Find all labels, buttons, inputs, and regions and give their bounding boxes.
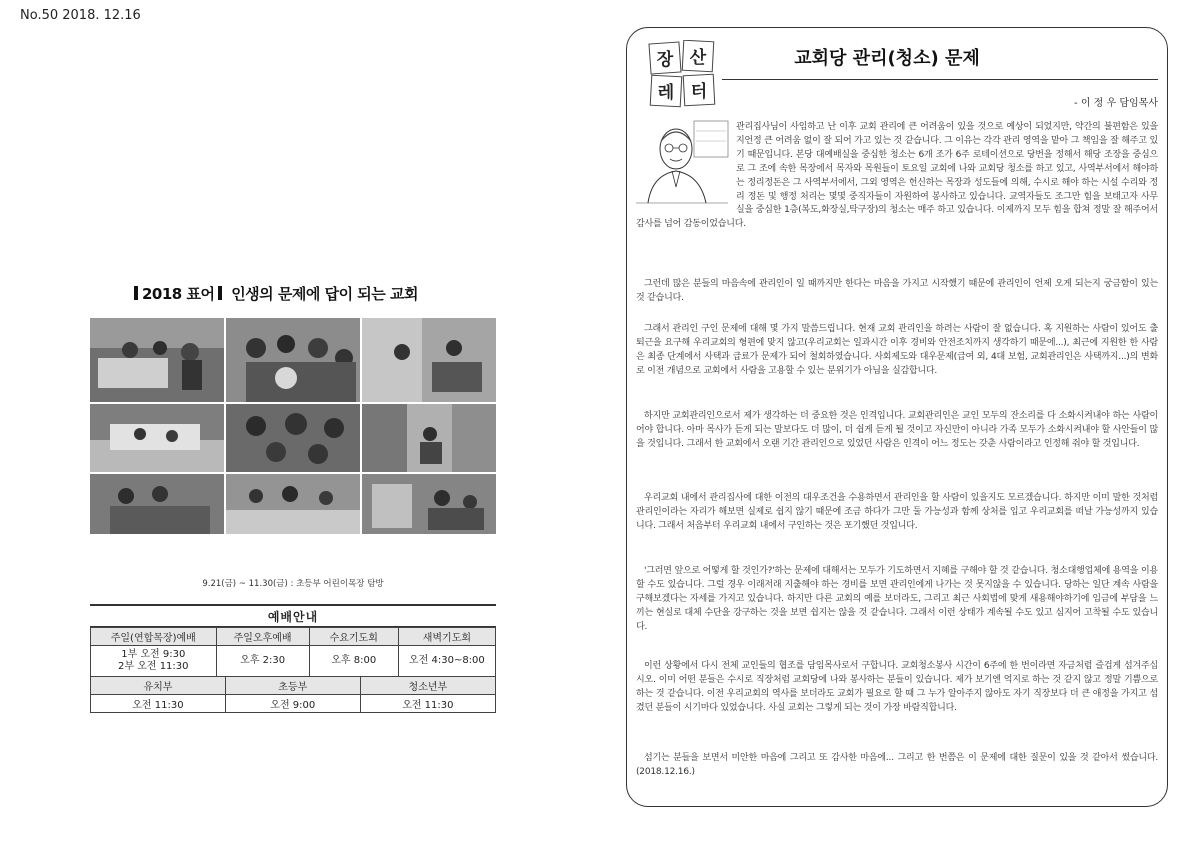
- portrait-spacer: [636, 121, 736, 211]
- kindergarten-time: 오전 11:30: [91, 695, 226, 713]
- photo-5: [226, 404, 360, 472]
- header-sunday-service: 주일(연합목장)예배: [91, 628, 217, 646]
- motto-text: 인생의 문제에 답이 되는 교회: [231, 285, 418, 303]
- service-1-time: 1부 오전 9:30: [121, 649, 186, 660]
- letter-paragraph-5: 우리교회 내에서 관리집사에 대한 이전의 대우조건을 수용하면서 관리인을 할 사람이 있을지도 모르겠습니다. 하지만 이미 말한 것처럼 관리인이라는 자리가 해보면 실제로 쉽지 않기 때문에 조금 하다가 그만 둘 가능성과 함께 상처를 입고 우리교회를 떠날 가능성까지 있습니다. 그래서 처음부터 우리교회 내에서 구인하는 것은 포기했던 것입니다.: [636, 493, 1158, 531]
- sunday-service-times: [91, 646, 217, 677]
- dawn-time: 오전 4:30~8:00: [398, 646, 495, 677]
- header-kindergarten: 유치부: [91, 677, 226, 695]
- motto-bar-left: [134, 286, 138, 300]
- letter-paragraph-6: '그러면 앞으로 어떻게 할 것인가?'하는 문제에 대해서는 모두가 기도하면서 지혜를 구해야 할 것 같습니다. 청소대행업체에 용역을 이용할 수도 있습니다. 그럴 경우 이래저래 지출해야 하는 경비를 보면 관리인에게 나가는 것 못지않을 수 있습니다. 당하는 일단 계속 사람을 구해보겠다는 자세를 가지고 있습니다. 하지만 다른 교회의 예를 보더라도, 그리고 최근 사회법에 맞게 새용해야하기에 임금에 부담을 느끼는 현실로 대체 수단을 강구하는 것을 보면 쉽지는 않을 것 같습니다. 그래서 이런 상태가 계속될 수도 있고 심지어 고착될 수도 있습니다.: [636, 566, 1158, 632]
- photo-8: [226, 474, 360, 534]
- wednesday-time: 오후 8:00: [309, 646, 398, 677]
- year-motto: [130, 283, 490, 304]
- letter-author: - 이 정 우 담임목사: [1074, 98, 1158, 109]
- letter-paragraph-2: 그런데 많은 분들의 마음속에 관리인이 일 때까지만 한다는 마음을 가지고 시작했기 때문에 관리인이 언제 오게 되는지 궁금함이 있는 것 같습니다.: [636, 279, 1158, 303]
- letter-paragraph-3: 그래서 관리인 구인 문제에 대해 몇 가지 말씀드립니다. 현재 교회 관리인을 하려는 사람이 잘 없습니다. 혹 지원하는 사람이 있어도 출퇴근을 요구해 우리교회의 형편에 맞지 않고(우리교회는 일과시간 이후 경비와 안전조치까지 생각하기 때문에...), 최근에 지원한 한 사람은 최종 단계에서 사택과 급료가 문제가 되어 철회하였습니다. 사회제도와 대우문제(급여 외, 4대 보험, 교회관리인은 사택까지...)의 변화로 이전 개념으로 교회에서 사람을 고용할 수 있는 분위기가 아님을 실감합니다.: [636, 324, 1158, 376]
- service-2-time: 2부 오전 11:30: [118, 661, 189, 672]
- photo-3: [362, 318, 496, 402]
- header-dawn-prayer: 새벽기도회: [398, 628, 495, 646]
- letter-paragraph-1: [636, 121, 1158, 232]
- dept-table: [90, 676, 496, 713]
- photo-7: [90, 474, 224, 534]
- photo-4: [90, 404, 224, 472]
- photo-9: [362, 474, 496, 534]
- photo-6: [362, 404, 496, 472]
- youth-time: 오전 11:30: [360, 695, 495, 713]
- elementary-time: 오전 9:00: [225, 695, 360, 713]
- header-wednesday-prayer: 수요기도회: [309, 628, 398, 646]
- letter-paragraph-4: 하지만 교회관리인으로서 제가 생각하는 더 중요한 것은 인격입니다. 교회관리인은 교인 모두의 잔소리를 다 소화시켜내야 하는 사람이어야 합니다. 아마 목사가 듣게 되는 말보다도 더 많이, 더 쉽게 듣게 될 것이고 자신만이 아니라 가족 모두가 소화시켜내야 할 사안들이 많을 것입니다. 그래서 한 교회에서 오랜 기간 관리인으로 있었던 사람은 인격이 어느 정도는 갖춘 사람이라고 인정해 줘야 할 것입니다.: [636, 411, 1158, 449]
- paragraph-1-text: 관리집사님이 사임하고 난 이후 교회 관리에 큰 어려움이 있을 것으로 예상이 되었지만, 약간의 불편함은 있을지언정 큰 어려움 없이 잘 되어 가고 있는 것 같습니다. 그 이유는 각각 관리 영역을 맡아 그 책임을 잘 해주고 있기 때문입니다. 본당 대예배실을 중심한 청소는 6개 조가 6주 로테이션으로 당번을 정해서 해당 조장을 중심으로 그 조에 속한 목장에서 목자와 목원들이 토요일 교회에 나와 교회당 청소를 하고 있고, 사역부서에서 해야하는 정리정돈은 그 사역부서에서, 그외 영역은 헌신하는 목장과 성도들에 의해, 수시로 해야 하는 시설 수리와 정리 정돈 및 행정 처리는 몇몇 중직자들이 자원하여 봉사하고 있습니다. 교역자들도 조그만 힘을 보태고자 사무실을 중심한 1층(복도,화장실,탁구장)의 청소는 매주 하고 있습니다. 이제까지 모두 힘을 합쳐 정말 잘 해주어서 감사를 넘어 감동이었습니다.: [636, 122, 1158, 230]
- photo-caption: 9.21(금) ~ 11.30(금) : 초등부 어린이목장 탐방: [202, 579, 384, 589]
- logo-char-2: 산: [689, 48, 707, 68]
- photo-1: [90, 318, 224, 402]
- worship-title: 예배안내: [90, 606, 496, 627]
- worship-schedule: [90, 604, 496, 713]
- photo-2: [226, 318, 360, 402]
- logo-char-1: 장: [656, 50, 674, 70]
- header-youth: 청소년부: [360, 677, 495, 695]
- photo-collage: [90, 318, 496, 534]
- worship-table: [90, 627, 496, 677]
- motto-prefix: 2018 표어: [142, 285, 215, 303]
- title-underline: [722, 79, 1158, 80]
- header-sunday-afternoon: 주일오후예배: [216, 628, 309, 646]
- letter-paragraph-8: 섬기는 분들을 보면서 미안한 마음에 그리고 또 감사한 마음에... 그리고 한 번쯤은 이 문제에 대한 질문이 있을 것 같아서 썼습니다.(2018.12.16.): [636, 753, 1158, 777]
- issue-number: No.50 2018. 12.16: [20, 8, 141, 23]
- motto-bar-right: [218, 286, 222, 300]
- afternoon-time: 오후 2:30: [216, 646, 309, 677]
- logo-char-4: 터: [690, 82, 708, 102]
- letter-paragraph-7: 이런 상황에서 다시 전체 교인들의 협조를 담임목사로서 구합니다. 교회청소봉사 시간이 6주에 한 번이라면 자금처럼 즐겁게 섬겨주십시오. 이미 어떤 분들은 수시로 직장처럼 교회당에 나와 봉사하는 분들이 있습니다. 제가 보기엔 억지로 하는 것 같지 않고 정말 기쁨으로 하는 것 같습니다. 이전 우리교회의 역사를 보더라도 교회가 필요로 할 때 그 누가 알아주지 않아도 자기 직장보다 더 큰 애정을 가지고 섬겼던 분들이 시기마다 있었습니다. 사실 교회는 그렇게 되는 것이 가장 바람직합니다.: [636, 661, 1158, 713]
- logo-char-3: 레: [657, 83, 675, 103]
- jangsan-letter-logo: [648, 40, 716, 108]
- header-elementary: 초등부: [225, 677, 360, 695]
- letter-title: 교회당 관리(청소) 문제: [794, 48, 980, 69]
